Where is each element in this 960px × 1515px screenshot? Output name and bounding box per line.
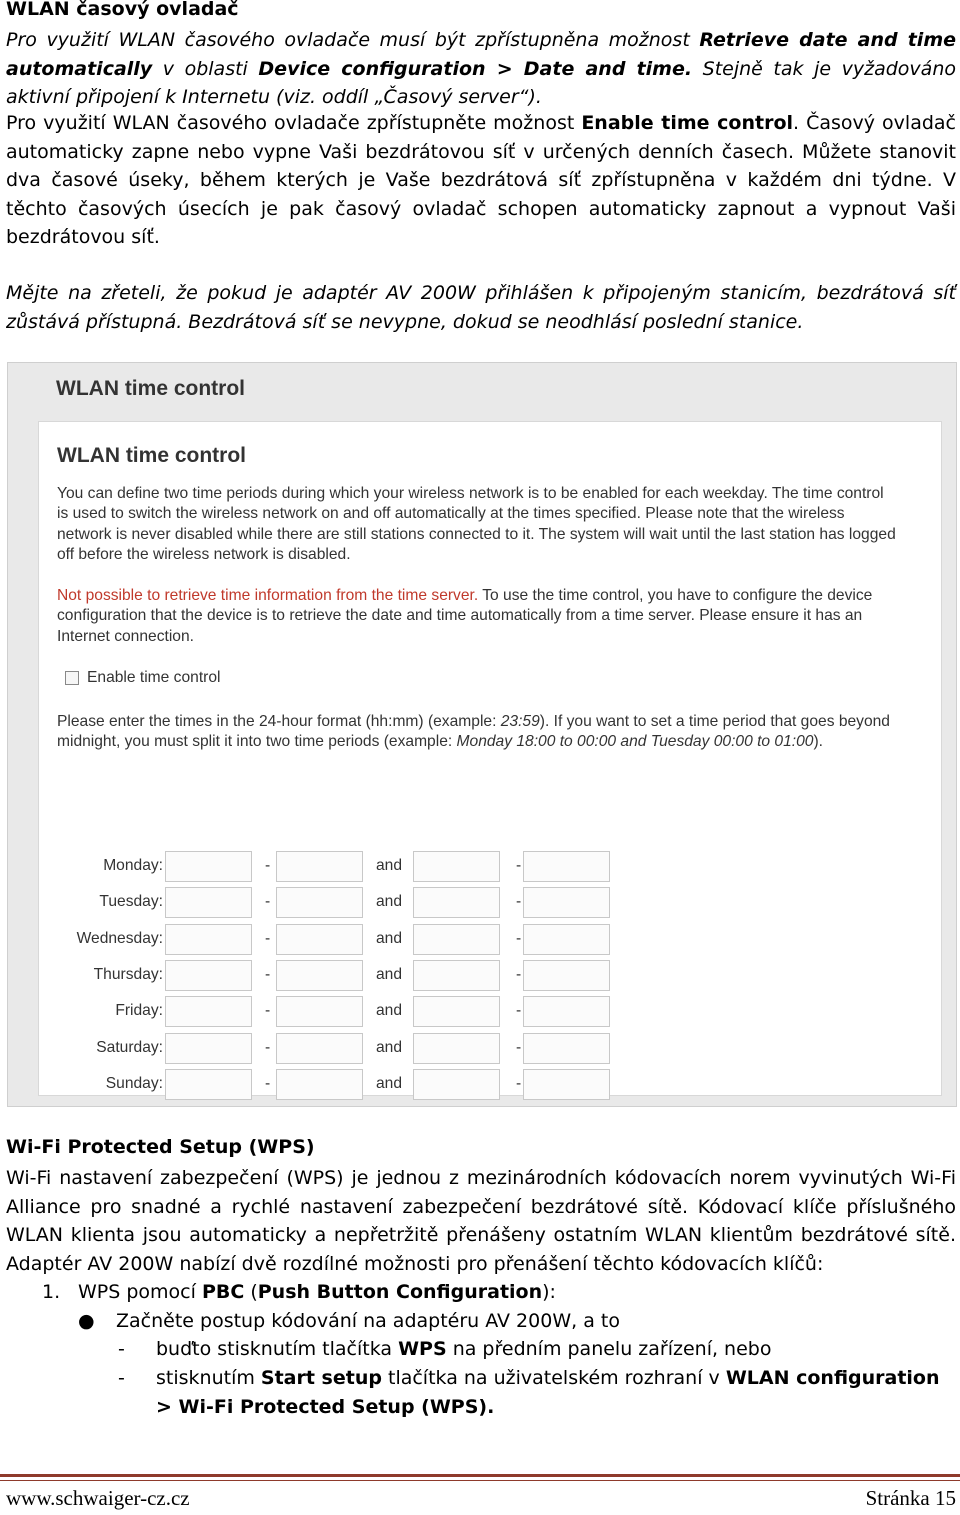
period2-start-input[interactable] [413,996,500,1027]
list-number: 1. [42,1281,61,1303]
period2-end-input[interactable] [523,1069,610,1100]
weekday-row [39,1069,943,1101]
period2-start-input[interactable] [413,1033,500,1064]
panel-heading: WLAN time control [57,444,246,467]
period1-start-input[interactable] [165,960,252,991]
bold-text: Device configuration > Date and time. [258,57,693,80]
range-dash: - [265,1074,271,1092]
range-dash: - [516,1074,522,1092]
section-heading: WLAN časový ovladač [6,0,239,20]
period1-start-input[interactable] [165,924,252,955]
period1-start-input[interactable] [165,887,252,918]
period1-end-input[interactable] [276,960,363,991]
bullet-list-item [78,1307,620,1336]
and-label: and [376,857,403,874]
weekday-label: Saturday: [96,1038,163,1056]
weekday-row [39,924,943,956]
period1-end-input[interactable] [276,924,363,955]
text-run: buďto stisknutím tlačítka [156,1338,399,1360]
weekday-row [39,960,943,992]
weekday-row [39,887,943,919]
period2-end-input[interactable] [523,851,610,882]
range-dash: - [516,857,522,874]
weekday-label: Thursday: [93,965,163,983]
weekday-row [39,851,943,883]
period1-end-input[interactable] [276,851,363,882]
period2-start-input[interactable] [413,851,500,882]
bullet-text: Začněte postup kódování na adaptéru AV 200W, a to [116,1310,620,1332]
range-dash: - [265,1038,271,1056]
range-dash: - [265,929,271,947]
paragraph-stations-note: Mějte na zřeteli, že pokud je adaptér AV 200W přihlášen k připojeným stanicím, bezdrátová síť zůstává přístupná. Bezdrátová síť se nevypne, dokud se neodhlásí poslední stanice. [6,282,956,333]
enable-time-control-option[interactable] [65,669,220,687]
dash-list-item [118,1335,958,1364]
enable-time-control-checkbox[interactable] [65,671,79,685]
text-run: tlačítka na uživatelském rozhraní v [381,1367,726,1389]
weekday-label: Wednesday: [76,929,163,947]
and-label: and [376,965,403,983]
weekday-label: Monday: [103,857,163,874]
bold-text: Retrieve date and time automatically [6,29,956,80]
bold-text: WLAN configuration > Wi-Fi Protected Setup (WPS). [156,1367,940,1418]
and-label: and [376,1038,403,1056]
warning-text: Not possible to retrieve time information from the time server. [57,587,479,604]
period1-end-input[interactable] [276,1033,363,1064]
range-dash: - [516,929,522,947]
wlan-time-control-screenshot [7,362,957,1107]
text-run: WPS pomocí [78,1281,202,1303]
text-run: na předním panelu zařízení, nebo [446,1338,772,1360]
weekday-row [39,996,943,1028]
weekday-label: Friday: [115,1002,163,1020]
text-run: Pro využití WLAN časového ovladače zpřístupněte možnost [6,112,582,134]
range-dash: - [516,1002,522,1020]
range-dash: - [265,893,271,911]
example-text: 23:59 [500,713,540,730]
bold-text: Enable time control [581,112,794,134]
footer-website: www.schwaiger-cz.cz [6,1486,190,1510]
paragraph-date-requirement [6,26,956,112]
period2-start-input[interactable] [413,960,500,991]
footer-page-number: Stránka 15 [865,1486,956,1510]
dash-marker: - [118,1367,125,1389]
bold-text: Start setup [260,1367,382,1389]
time-server-warning [57,586,897,647]
period1-start-input[interactable] [165,851,252,882]
text-run: Stejně tak je vyžadováno aktivní připojení k Internetu (viz. oddíl „Časový server“). [6,57,956,108]
weekday-label: Sunday: [105,1074,163,1092]
period2-end-input[interactable] [523,1033,610,1064]
text-run: ). [813,733,823,751]
bold-text: PBC [201,1281,245,1303]
dash-list-item [118,1364,958,1421]
range-dash: - [516,965,522,983]
range-dash: - [265,1002,271,1020]
and-label: and [376,929,403,947]
text-run: . Časový ovladač automaticky zapne nebo vypne Vaši bezdrátovou síť v určených denních časech. Můžete stanovit dva časové úseky, během kterých je Vaše bezdrátová síť zpřístupněna v každém dni týdne. V těchto časových úsecích je pak časový ovladač schopen automaticky zapnout a vypnout Vaši bezdrátovou síť. [6,112,956,248]
range-dash: - [516,1038,522,1056]
wps-heading: Wi-Fi Protected Setup (WPS) [6,1136,315,1158]
text-run: ). If you want to set a time period that goes beyond midnight, you must split it into two time periods (example: [57,713,890,751]
period2-start-input[interactable] [413,887,500,918]
text-run: ( [244,1281,258,1303]
range-dash: - [265,965,271,983]
enable-time-control-label: Enable time control [87,669,221,686]
period2-start-input[interactable] [413,924,500,955]
panel-description: You can define two time periods during which your wireless network is to be enabled for each weekday. The time control is used to switch the wireless network on and off automatically at the times specified. Please note that the wireless network is never disabled while there are still stations connected to it. The system will wait until the last station has logged off before the wireless network is disabled. [57,485,896,564]
bold-text: WPS [398,1338,447,1360]
period1-start-input[interactable] [165,1069,252,1100]
text-run: Pro využití WLAN časového ovladače musí být zpřístupněna možnost [6,29,700,51]
settings-panel [38,421,942,1096]
period1-end-input[interactable] [276,887,363,918]
dash-marker: - [118,1338,125,1360]
weekday-row [39,1033,943,1065]
numbered-list-item [42,1278,556,1307]
text-run: stisknutím [156,1367,261,1389]
period1-start-input[interactable] [165,1033,252,1064]
footer-rule [0,1474,960,1481]
range-dash: - [516,893,522,911]
period1-end-input[interactable] [276,1069,363,1100]
range-dash: - [265,857,271,874]
and-label: and [376,1074,403,1092]
weekday-label: Tuesday: [99,893,163,911]
screenshot-title: WLAN time control [56,377,245,400]
text-run: v oblasti [152,57,259,80]
period2-start-input[interactable] [413,1069,500,1100]
text-run: Please enter the times in the 24-hour format (hh:mm) (example: [57,713,501,730]
text-run: ): [542,1281,556,1303]
period1-end-input[interactable] [276,996,363,1027]
warning-detail: To use the time control, you have to configure the device configuration that the device is to retrieve the date and time automatically from a time server. Please ensure it has an Internet connection. [57,587,873,645]
example-text: Monday 18:00 to 00:00 and Tuesday 00:00 to 01:00 [456,733,814,751]
bold-text: Push Button Configuration [257,1281,543,1303]
period1-start-input[interactable] [165,996,252,1027]
period2-end-input[interactable] [523,887,610,918]
time-format-instructions [57,712,897,753]
period2-end-input[interactable] [523,960,610,991]
period2-end-input[interactable] [523,924,610,955]
bullet-icon: ● [78,1310,95,1332]
and-label: and [376,1002,403,1020]
period2-end-input[interactable] [523,996,610,1027]
paragraph-wps-intro: Wi-Fi nastavení zabezpečení (WPS) je jednou z mezinárodních kódovacích norem vyvinutých Wi-Fi Alliance pro snadné a rychlé nastavení zabezpečení bezdrátové sítě. Kódovací klíče příslušného WLAN klienta jsou automaticky a nepřetržitě přenášeny ostatním WLAN klientům bezdrátové sítě. Adaptér AV 200W nabízí dvě rozdílné možnosti pro přenášení těchto kódovacích klíčů: [6,1167,956,1275]
paragraph-enable-time-control [6,109,956,252]
and-label: and [376,893,403,911]
